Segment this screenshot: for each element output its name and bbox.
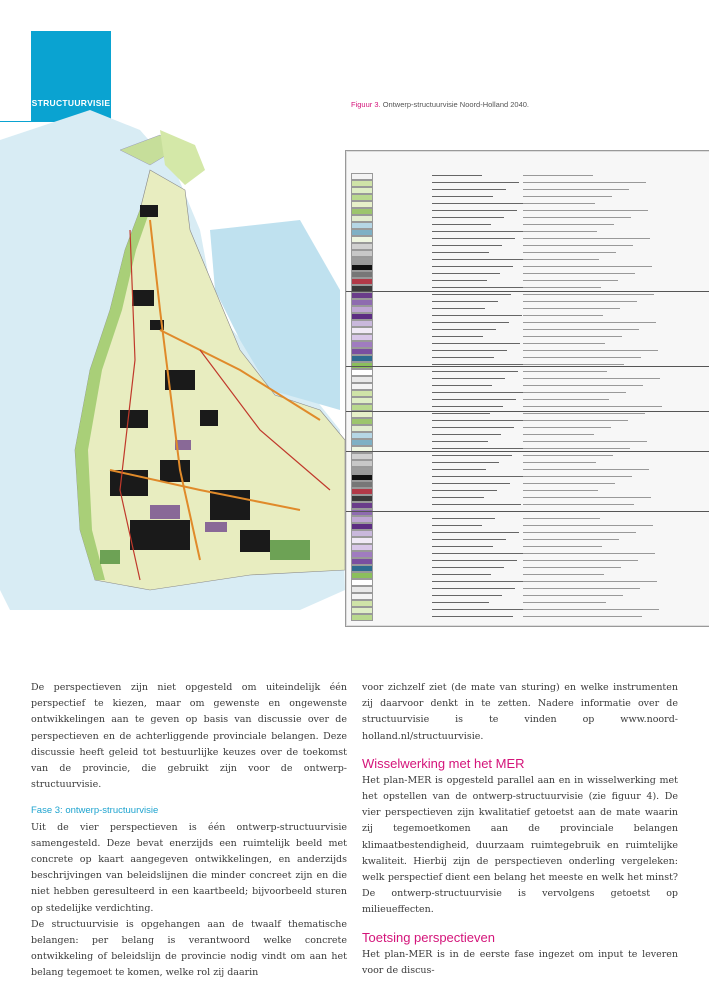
legend-label-line bbox=[432, 483, 510, 484]
legend-label-line bbox=[432, 574, 491, 575]
legend-divider bbox=[346, 291, 709, 292]
legend-row bbox=[348, 397, 708, 403]
legend-swatch bbox=[351, 488, 373, 495]
legend-swatch bbox=[351, 383, 373, 390]
legend-swatch bbox=[351, 481, 373, 488]
legend-divider bbox=[346, 511, 709, 512]
legend-swatch bbox=[351, 404, 373, 411]
legend-label-line bbox=[432, 294, 511, 295]
legend-row bbox=[348, 208, 708, 214]
legend-swatch bbox=[351, 173, 373, 180]
legend-row bbox=[348, 383, 708, 389]
legend-row bbox=[348, 355, 708, 361]
legend-row bbox=[348, 558, 708, 564]
legend-label-line bbox=[432, 182, 519, 183]
legend-description-line bbox=[523, 595, 623, 596]
legend-label-line bbox=[432, 210, 517, 211]
legend-label-line bbox=[432, 371, 518, 372]
legend-row bbox=[348, 565, 708, 571]
legend-swatch bbox=[351, 558, 373, 565]
legend-description-line bbox=[523, 203, 595, 204]
legend-row bbox=[348, 362, 708, 368]
legend-swatch bbox=[351, 467, 373, 474]
legend-row bbox=[348, 439, 708, 445]
legend-swatch bbox=[351, 320, 373, 327]
legend-description-line bbox=[523, 259, 599, 260]
legend-swatch bbox=[351, 453, 373, 460]
legend-swatch bbox=[351, 187, 373, 194]
legend-row bbox=[348, 194, 708, 200]
legend-description-line bbox=[523, 469, 649, 470]
legend-description-line bbox=[523, 581, 657, 582]
left-paragraph-3: De structuurvisie is opgehangen aan de twaalf thematische belangen: per belang is verantwoord welke concrete ontwikkeling of beleidslijn de provincie nodig vindt om aan het belang tegemoet te komen, welke rol zij daarin bbox=[31, 918, 347, 979]
legend-swatch bbox=[351, 341, 373, 348]
legend-swatch bbox=[351, 516, 373, 523]
legend-row bbox=[348, 320, 708, 326]
legend-swatch bbox=[351, 607, 373, 614]
legend-swatch bbox=[351, 495, 373, 502]
legend-swatch bbox=[351, 376, 373, 383]
legend-description-line bbox=[523, 532, 636, 533]
legend-swatch bbox=[351, 523, 373, 530]
legend-swatch bbox=[351, 243, 373, 250]
legend-description-line bbox=[523, 287, 601, 288]
legend-row bbox=[348, 299, 708, 305]
legend-description-line bbox=[523, 336, 622, 337]
legend-description-line bbox=[523, 399, 609, 400]
legend-label-line bbox=[432, 385, 492, 386]
legend-swatch bbox=[351, 369, 373, 376]
legend-description-line bbox=[523, 280, 618, 281]
legend-label-line bbox=[432, 525, 482, 526]
legend-swatch bbox=[351, 397, 373, 404]
legend-description-line bbox=[523, 308, 620, 309]
legend-swatch bbox=[351, 327, 373, 334]
legend-label-line bbox=[432, 280, 487, 281]
legend-swatch bbox=[351, 537, 373, 544]
legend-swatch bbox=[351, 208, 373, 215]
legend-description-line bbox=[523, 252, 616, 253]
legend-description-line bbox=[523, 602, 606, 603]
legend-row bbox=[348, 579, 708, 585]
legend-label-line bbox=[432, 553, 530, 554]
legend-row bbox=[348, 306, 708, 312]
legend-description-line bbox=[523, 245, 633, 246]
legend-description-line bbox=[523, 231, 597, 232]
legend-label-line bbox=[432, 609, 526, 610]
legend-label-line bbox=[432, 196, 493, 197]
legend-label-line bbox=[432, 532, 519, 533]
legend-description-line bbox=[523, 476, 632, 477]
legend-row bbox=[348, 586, 708, 592]
legend-swatch bbox=[351, 530, 373, 537]
legend-row bbox=[348, 600, 708, 606]
legend-label-line bbox=[432, 595, 502, 596]
legend-label-line bbox=[432, 245, 502, 246]
legend-description-line bbox=[523, 483, 615, 484]
legend-swatch bbox=[351, 299, 373, 306]
legend-description-line bbox=[523, 560, 638, 561]
legend-swatch bbox=[351, 614, 373, 621]
legend-row bbox=[348, 425, 708, 431]
legend-swatch bbox=[351, 264, 373, 271]
legend-label-line bbox=[432, 224, 491, 225]
legend-description-line bbox=[523, 350, 658, 351]
figure-title: Ontwerp-structuurvisie Noord-Holland 2040. bbox=[380, 100, 530, 109]
legend-swatch bbox=[351, 432, 373, 439]
legend-row bbox=[348, 187, 708, 193]
legend-row bbox=[348, 257, 708, 263]
legend-swatch bbox=[351, 586, 373, 593]
legend-swatch bbox=[351, 292, 373, 299]
legend-label-line bbox=[432, 189, 506, 190]
legend-label-line bbox=[432, 392, 529, 393]
legend-description-line bbox=[523, 357, 641, 358]
right-paragraph-3: Het plan-MER is in de eerste fase ingezet om input te leveren voor de discus- bbox=[362, 948, 678, 976]
legend-description-line bbox=[523, 364, 624, 365]
legend-row bbox=[348, 292, 708, 298]
legend-description-line bbox=[523, 525, 653, 526]
legend-swatch bbox=[351, 257, 373, 264]
legend-row bbox=[348, 516, 708, 522]
legend-row bbox=[348, 236, 708, 242]
legend-row bbox=[348, 271, 708, 277]
legend-row bbox=[348, 593, 708, 599]
legend-swatch bbox=[351, 600, 373, 607]
legend-label-line bbox=[432, 581, 528, 582]
legend-label-line bbox=[432, 329, 496, 330]
legend-row bbox=[348, 180, 708, 186]
legend-row bbox=[348, 173, 708, 179]
legend-description-line bbox=[523, 273, 635, 274]
legend-label-line bbox=[432, 273, 500, 274]
legend-row bbox=[348, 418, 708, 424]
legend-row bbox=[348, 390, 708, 396]
legend-description-line bbox=[523, 175, 593, 176]
legend-description-line bbox=[523, 574, 604, 575]
legend-label-line bbox=[432, 567, 504, 568]
legend-label-line bbox=[432, 504, 521, 505]
legend-row bbox=[348, 264, 708, 270]
legend-row bbox=[348, 278, 708, 284]
legend-label-line bbox=[432, 399, 516, 400]
legend-description-line bbox=[523, 448, 630, 449]
legend-label-line bbox=[432, 497, 484, 498]
legend-description-line bbox=[523, 490, 598, 491]
legend-label-line bbox=[432, 469, 486, 470]
legend-divider bbox=[346, 451, 709, 452]
legend-label-line bbox=[432, 420, 527, 421]
legend-row bbox=[348, 250, 708, 256]
legend-row bbox=[348, 327, 708, 333]
legend-row bbox=[348, 215, 708, 221]
legend-label-line bbox=[432, 441, 488, 442]
legend-label-line bbox=[432, 546, 493, 547]
legend-row bbox=[348, 243, 708, 249]
legend-row bbox=[348, 348, 708, 354]
legend-label-line bbox=[432, 448, 525, 449]
legend-row bbox=[348, 495, 708, 501]
heading-toetsing: Toetsing perspectieven bbox=[362, 929, 495, 945]
legend-swatch bbox=[351, 236, 373, 243]
legend-swatch bbox=[351, 180, 373, 187]
legend-description-line bbox=[523, 462, 596, 463]
legend-description-line bbox=[523, 210, 648, 211]
legend-label-line bbox=[432, 350, 507, 351]
legend-description-line bbox=[523, 434, 594, 435]
legend-label-line bbox=[432, 406, 503, 407]
legend-row bbox=[348, 523, 708, 529]
legend-label-line bbox=[432, 259, 526, 260]
legend-description-line bbox=[523, 322, 656, 323]
legend-label-line bbox=[432, 238, 515, 239]
legend-description-line bbox=[523, 427, 611, 428]
legend-description-line bbox=[523, 609, 659, 610]
legend-label-line bbox=[432, 476, 523, 477]
legend-label-line bbox=[432, 336, 483, 337]
legend-row bbox=[348, 467, 708, 473]
legend-description-line bbox=[523, 189, 629, 190]
legend-row bbox=[348, 530, 708, 536]
legend-swatch bbox=[351, 390, 373, 397]
legend-swatch bbox=[351, 460, 373, 467]
legend-label-line bbox=[432, 560, 517, 561]
legend-description-line bbox=[523, 196, 612, 197]
legend-row bbox=[348, 201, 708, 207]
legend-swatch bbox=[351, 201, 373, 208]
legend-swatch bbox=[351, 418, 373, 425]
legend-row bbox=[348, 474, 708, 480]
section-label: STRUCTUURVISIE bbox=[31, 98, 111, 108]
legend-label-line bbox=[432, 378, 505, 379]
legend-row bbox=[348, 334, 708, 340]
legend-description-line bbox=[523, 182, 646, 183]
legend-divider bbox=[346, 411, 709, 412]
heading-wisselwerking: Wisselwerking met het MER bbox=[362, 755, 525, 771]
legend-description-line bbox=[523, 441, 647, 442]
legend-swatch bbox=[351, 334, 373, 341]
legend-swatch bbox=[351, 271, 373, 278]
legend-row bbox=[348, 607, 708, 613]
legend-row bbox=[348, 551, 708, 557]
legend-label-line bbox=[432, 322, 509, 323]
legend-description-line bbox=[523, 455, 613, 456]
legend-swatch bbox=[351, 572, 373, 579]
legend-swatch bbox=[351, 551, 373, 558]
legend-description-line bbox=[523, 385, 643, 386]
legend-row bbox=[348, 572, 708, 578]
legend-description-line bbox=[523, 616, 642, 617]
province-map bbox=[0, 110, 350, 630]
legend-swatch bbox=[351, 579, 373, 586]
legend-label-line bbox=[432, 301, 498, 302]
legend-label-line bbox=[432, 357, 494, 358]
legend-label-line bbox=[432, 588, 515, 589]
legend-label-line bbox=[432, 427, 514, 428]
legend-description-line bbox=[523, 406, 662, 407]
legend-swatch bbox=[351, 425, 373, 432]
legend-description-line bbox=[523, 378, 660, 379]
legend-swatch bbox=[351, 355, 373, 362]
legend-description-line bbox=[523, 567, 621, 568]
legend-description-line bbox=[523, 301, 637, 302]
legend-label-line bbox=[432, 616, 513, 617]
left-paragraph-2: Uit de vier perspectieven is één ontwerp-structuurvisie samengesteld. Deze bevat enerzijds een ruimtelijk beeld met concrete op kaart aangegeven ontwikkelingen, en anderzijds beschrijvingen van beleidslijnen die minder concreet zijn en die niet hebben geresulteerd in een kaartbeeld; bijvoorbeeld sturen op stedelijke verdichting. bbox=[31, 821, 347, 914]
legend-label-line bbox=[432, 315, 522, 316]
legend-description-line bbox=[523, 504, 634, 505]
legend-row bbox=[348, 481, 708, 487]
legend-label-line bbox=[432, 413, 490, 414]
legend-description-line bbox=[523, 497, 651, 498]
legend-swatch bbox=[351, 194, 373, 201]
figure-number: Figuur 3. bbox=[351, 100, 381, 109]
legend-label-line bbox=[432, 462, 499, 463]
legend-label-line bbox=[432, 455, 512, 456]
legend-swatch bbox=[351, 278, 373, 285]
legend-label-line bbox=[432, 602, 489, 603]
legend-swatch bbox=[351, 544, 373, 551]
legend-row bbox=[348, 544, 708, 550]
right-paragraph-1: voor zichzelf ziet (de mate van sturing) en welke instrumenten zij daarvoor denkt in te zetten. Nadere informatie over de structuurvisie is te vinden op www.noord-holland.nl/structuurvisie. bbox=[362, 682, 678, 742]
figure-caption bbox=[351, 100, 529, 109]
legend-label-line bbox=[432, 252, 489, 253]
legend-row bbox=[348, 537, 708, 543]
legend-description-line bbox=[523, 294, 654, 295]
legend-row bbox=[348, 614, 708, 620]
legend-swatch bbox=[351, 348, 373, 355]
legend-swatch bbox=[351, 250, 373, 257]
legend-label-line bbox=[432, 175, 482, 176]
legend-description-line bbox=[523, 518, 600, 519]
legend-description-line bbox=[523, 588, 640, 589]
legend-swatch bbox=[351, 474, 373, 481]
legend-row bbox=[348, 488, 708, 494]
legend-description-line bbox=[523, 266, 652, 267]
legend-label-line bbox=[432, 217, 504, 218]
left-paragraph-1: De perspectieven zijn niet opgesteld om uiteindelijk één perspectief te kiezen, maar om gewenste en ongewenste ontwikkelingen aan te geven op basis van discussie over de perspectieven en de achterliggende provinciale belangen. Deze discussie heeft geleid tot bestuurlijke keuzes over de toekomst van de provincie, die gebruikt zijn voor de ontwerp-structuurvisie. bbox=[31, 682, 347, 791]
legend-swatch bbox=[351, 222, 373, 229]
legend-description-line bbox=[523, 546, 602, 547]
legend-label-line bbox=[432, 308, 485, 309]
legend-row bbox=[348, 502, 708, 508]
legend-description-line bbox=[523, 329, 639, 330]
legend-row bbox=[348, 341, 708, 347]
legend-label-line bbox=[432, 434, 501, 435]
legend-label-line bbox=[432, 203, 530, 204]
legend-row bbox=[348, 404, 708, 410]
legend-label-line bbox=[432, 343, 520, 344]
legend-description-line bbox=[523, 392, 626, 393]
legend-description-line bbox=[523, 217, 631, 218]
legend-description-line bbox=[523, 553, 655, 554]
legend-swatch bbox=[351, 411, 373, 418]
legend-row bbox=[348, 222, 708, 228]
legend-description-line bbox=[523, 420, 628, 421]
map-legend bbox=[345, 150, 709, 627]
legend-row bbox=[348, 376, 708, 382]
legend-description-line bbox=[523, 539, 619, 540]
legend-row bbox=[348, 432, 708, 438]
legend-label-line bbox=[432, 518, 495, 519]
legend-label-line bbox=[432, 287, 524, 288]
legend-swatch bbox=[351, 439, 373, 446]
legend-row bbox=[348, 369, 708, 375]
legend-swatch bbox=[351, 502, 373, 509]
heading-fase-3: Fase 3: ontwerp-structuurvisie bbox=[31, 805, 159, 817]
legend-row bbox=[348, 313, 708, 319]
legend-swatch bbox=[351, 313, 373, 320]
legend-row bbox=[348, 453, 708, 459]
legend-description-line bbox=[523, 343, 605, 344]
legend-label-line bbox=[432, 266, 513, 267]
legend-description-line bbox=[523, 371, 607, 372]
legend-label-line bbox=[432, 490, 497, 491]
legend-swatch bbox=[351, 306, 373, 313]
legend-swatch bbox=[351, 229, 373, 236]
legend-row bbox=[348, 229, 708, 235]
right-column bbox=[362, 680, 678, 979]
legend-description-line bbox=[523, 238, 650, 239]
legend-row bbox=[348, 509, 708, 515]
legend-divider bbox=[346, 366, 709, 367]
legend-swatch bbox=[351, 565, 373, 572]
left-column bbox=[31, 680, 347, 982]
legend-label-line bbox=[432, 539, 506, 540]
legend-description-line bbox=[523, 315, 603, 316]
legend-swatch bbox=[351, 593, 373, 600]
legend-label-line bbox=[432, 231, 528, 232]
legend-swatch bbox=[351, 215, 373, 222]
right-paragraph-2: Het plan-MER is opgesteld parallel aan en in wisselwerking met het opstellen van de ontwerp-structuurvisie (zie figuur 4). De vier perspectieven zijn kwalitatief getoetst aan de mate waarin zij tegemoetkomen aan de provinciale belangen klimaatbestendigheid, duurzaam ruimtegebruik en ruimtelijke kwaliteit. Hierbij zijn de perspectieven onderling vergeleken: welk perspectief dient een belang het meeste en welk het minst? De ontwerp-structuurvisie is vervolgens getoetst op milieueffecten. bbox=[362, 774, 678, 916]
legend-description-line bbox=[523, 224, 614, 225]
legend-row bbox=[348, 460, 708, 466]
legend-description-line bbox=[523, 413, 645, 414]
